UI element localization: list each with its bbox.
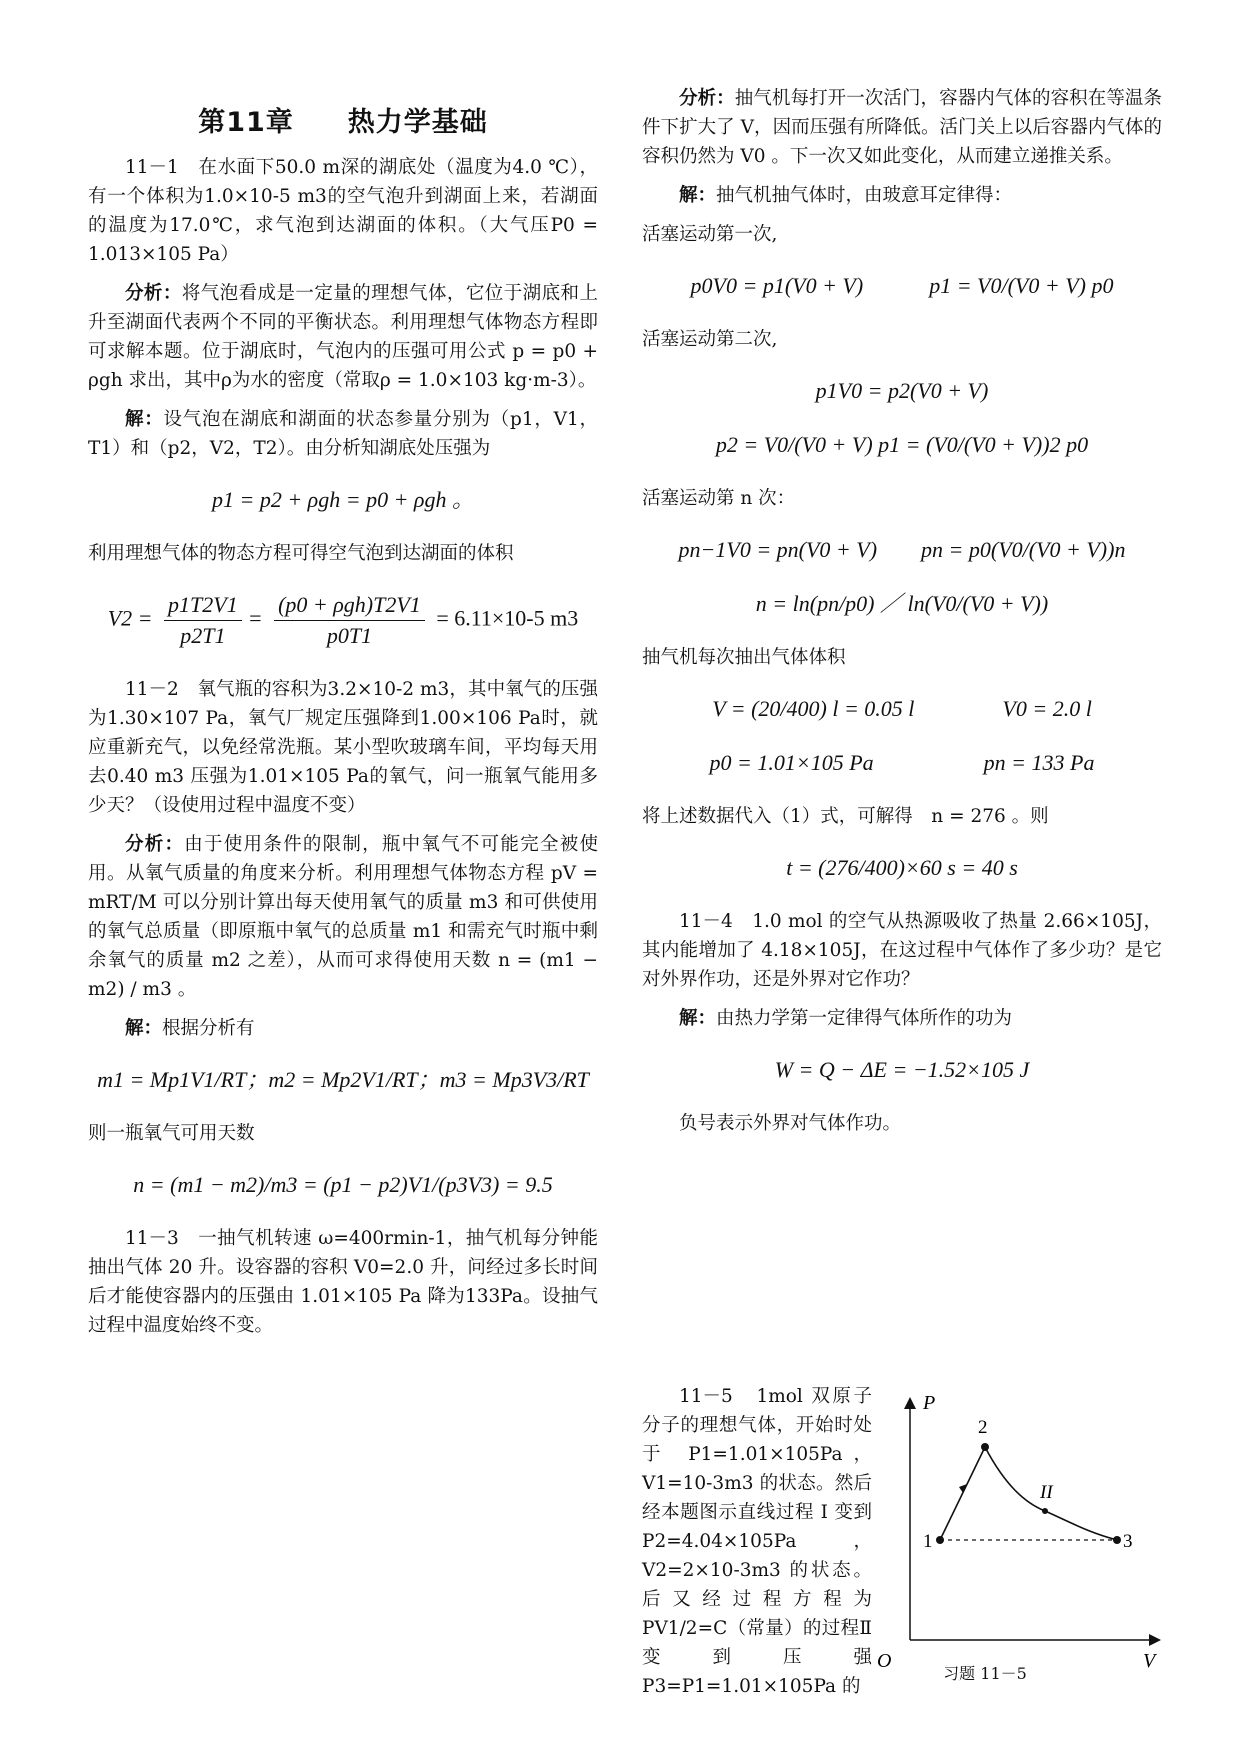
problem-11-2-analysis bbox=[88, 830, 598, 1004]
solution-text: 设气泡在湖底和湖面的状态参量分别为（p1，V1，T1）和（p2，V2，T2）。由分析知湖底处压强为 bbox=[88, 409, 598, 459]
chapter-number: 第11章 bbox=[198, 107, 294, 138]
problem-11-2-question: 11－2 氧气瓶的容积为3.2×10-2 m3，其中氧气的压强为1.30×107 Pa，氧气厂规定压强降到1.00×106 Pa时，就应重新充气，以免经常洗瓶。某小型吹玻璃车间，平均每天用去0.40 m3 压强为1.01×105 Pa的氧气，问一瓶氧气能用多少天？（设使用过程中温度不变） bbox=[88, 679, 598, 816]
curve-ii-label: II bbox=[1040, 1482, 1053, 1503]
analysis-label: 分析： bbox=[125, 834, 185, 855]
problem-11-3-question: 11－3 一抽气机转速 ω=400rmin-1，抽气机每分钟能抽出气体 20 升。设容器的容积 V0=2.0 升，问经过多长时间后才能使容器内的压强由 1.01×105 Pa 降为133Pa。设抽气过程中温度始终不变。 bbox=[88, 1228, 598, 1336]
fraction-1: $\frac{p1T2V1}{p2T1}$ bbox=[164, 590, 242, 651]
figure-caption: 习题 11－5 bbox=[943, 1664, 1027, 1683]
left-column bbox=[88, 80, 598, 1350]
problem-11-1-text2: 利用理想气体的物态方程可得空气泡到达湖面的体积 bbox=[88, 543, 514, 564]
point-1-dot bbox=[936, 1536, 944, 1544]
work-note: 负号表示外界对气体作功。 bbox=[679, 1113, 902, 1134]
solution-label: 解： bbox=[125, 1018, 163, 1039]
analysis-text: 抽气机每打开一次活门，容器内气体的容积在等温条件下扩大了 V，因而压强有所降低。活门关上以后容器内气体的容积仍然为 V0 。下一次又如此变化，从而建立递推关系。 bbox=[642, 88, 1162, 167]
point-1-label: 1 bbox=[923, 1531, 933, 1552]
chapter-name: 热力学基础 bbox=[347, 107, 488, 138]
right-column bbox=[642, 80, 1162, 1148]
process-i-line bbox=[940, 1447, 985, 1540]
equation-ln: n = ln(pn/p0) ／ ln(V0/(V0 + V)) bbox=[755, 591, 1049, 616]
solution-label: 解： bbox=[679, 185, 717, 206]
problem-11-3-solution bbox=[642, 181, 1162, 210]
curve-marker bbox=[1042, 1508, 1048, 1514]
point-2-label: 2 bbox=[978, 1417, 988, 1438]
equation-time: t = (276/400)×60 s = 40 s bbox=[786, 855, 1018, 880]
point-2-dot bbox=[981, 1443, 989, 1451]
problem-11-4-solution bbox=[642, 1004, 1162, 1033]
analysis-text: 将气泡看成是一定量的理想气体，它位于湖底和上升至湖面代表两个不同的平衡状态。利用理想气体物态方程即可求解本题。位于湖底时，气泡内的压强可用公式 p = p0 + ρgh 求出，其中ρ为水的密度（常取ρ = 1.0×103 kg·m-3）。 bbox=[88, 283, 598, 391]
equation-pressures: p0 = 1.01×105 Pa pn = 133 Pa bbox=[709, 750, 1095, 775]
problem-11-4-question: 11－4 1.0 mol 的空气从热源吸收了热量 2.66×105J，其内能增加了 4.18×105J，在这过程中气体作了多少功？是它对外界作功，还是外界对它作功？ bbox=[642, 911, 1162, 990]
equation-step-n: pn−1V0 = pn(V0 + V) pn = p0(V0/(V0 + V))n bbox=[678, 537, 1126, 562]
point-3-label: 3 bbox=[1123, 1531, 1133, 1552]
equation-masses: m1 = Mp1V1/RT；m2 = Mp2V1/RT；m3 = Mp3V3/RT bbox=[97, 1067, 589, 1092]
origin-label: O bbox=[877, 1650, 892, 1672]
point-3-dot bbox=[1113, 1536, 1121, 1544]
volume-text: 抽气机每次抽出气体体积 bbox=[642, 647, 846, 668]
solution-text: 抽气机抽气体时，由玻意耳定律得： bbox=[716, 185, 1013, 206]
fraction-2: $\frac{\text{(p0 + ρgh)T2V1}}{p0T1}$ bbox=[274, 590, 425, 651]
analysis-label: 分析： bbox=[679, 88, 735, 109]
axis-v-label: V bbox=[1143, 1650, 1156, 1672]
problem-11-2-solution bbox=[88, 1014, 598, 1043]
analysis-label: 分析： bbox=[125, 283, 182, 304]
step-n-label: 活塞运动第 n 次： bbox=[642, 488, 796, 509]
equation-step-2b: p2 = V0/(V0 + V) p1 = (V0/(V0 + V))2 p0 bbox=[715, 432, 1089, 457]
analysis-text: 由于使用条件的限制，瓶中氧气不可能完全被使用。从氧气质量的角度来分析。利用理想气体物态方程 pV = mRT/M 可以分别计算出每天使用氧气的质量 m3 和可供使用的氧气总质量（即原瓶中氧气的总质量 m1 和需充气时瓶中剩余氧气的质量 m2 之差），从而可求得使用天数 n = (m1 − m2) / m3 。 bbox=[88, 834, 598, 1000]
pv-diagram-figure bbox=[855, 1385, 1185, 1683]
equation-days: n = (m1 − m2)/m3 = (p1 − p2)V1/(p3V3) = 9.5 bbox=[133, 1172, 553, 1197]
equation-step-2a: p1V0 = p2(V0 + V) bbox=[815, 378, 989, 403]
equation-work: W = Q − ΔE = −1.52×105 J bbox=[774, 1057, 1030, 1082]
problem-11-3-analysis bbox=[642, 84, 1162, 171]
problem-11-1-solution bbox=[88, 405, 598, 463]
pv-diagram bbox=[855, 1385, 1185, 1675]
solution-label: 解： bbox=[679, 1008, 717, 1029]
step-2-label: 活塞运动第二次, bbox=[642, 329, 778, 350]
step-1-label: 活塞运动第一次, bbox=[642, 224, 778, 245]
equation-pressure-bottom: p1 = p2 + ρgh = p0 + ρgh 。 bbox=[211, 487, 474, 512]
solution-label: 解： bbox=[125, 409, 164, 430]
axis-p-label: P bbox=[923, 1392, 936, 1414]
problem-11-1-analysis bbox=[88, 279, 598, 395]
substitute-text: 将上述数据代入（1）式，可解得 n = 276 。则 bbox=[642, 806, 1049, 827]
solution-text: 由热力学第一定律得气体所作的功为 bbox=[716, 1008, 1013, 1029]
solution-text: 根据分析有 bbox=[162, 1018, 255, 1039]
problem-11-2-text2: 则一瓶氧气可用天数 bbox=[88, 1123, 255, 1144]
problem-11-5-question: 11－5 1mol 双原子分子的理想气体，开始时处于 P1=1.01×105Pa，V1=10-3m3 的状态。然后经本题图示直线过程 I 变到 P2=4.04×105Pa，V2=2×10-3m3 的状态。后又经过程方程为 PV1/2=C（常量）的过程Ⅱ变到压强 P3=P1=1.01×105Pa 的 bbox=[642, 1386, 872, 1697]
equation-volumes: V = (20/400) l = 0.05 l V0 = 2.0 l bbox=[712, 696, 1092, 721]
problem-11-1-question: 11－1 在水面下50.0 m深的湖底处（温度为4.0 ℃），有一个体积为1.0×10-5 m3的空气泡升到湖面上来，若湖面的温度为17.0℃，求气泡到达湖面的体积。（大气压P0 = 1.013×105 Pa） bbox=[88, 157, 598, 265]
chapter-heading bbox=[88, 100, 598, 139]
equation-volume-surface: V2 = $\frac{p1T2V1}{p2T1}$ = $\frac{\text{(p0 + ρgh)T2V1}}{p0T1}$ = 6.11×10-5 m3 bbox=[88, 590, 598, 651]
equation-step-1: p0V0 = p1(V0 + V) p1 = V0/(V0 + V) p0 bbox=[690, 273, 1114, 298]
